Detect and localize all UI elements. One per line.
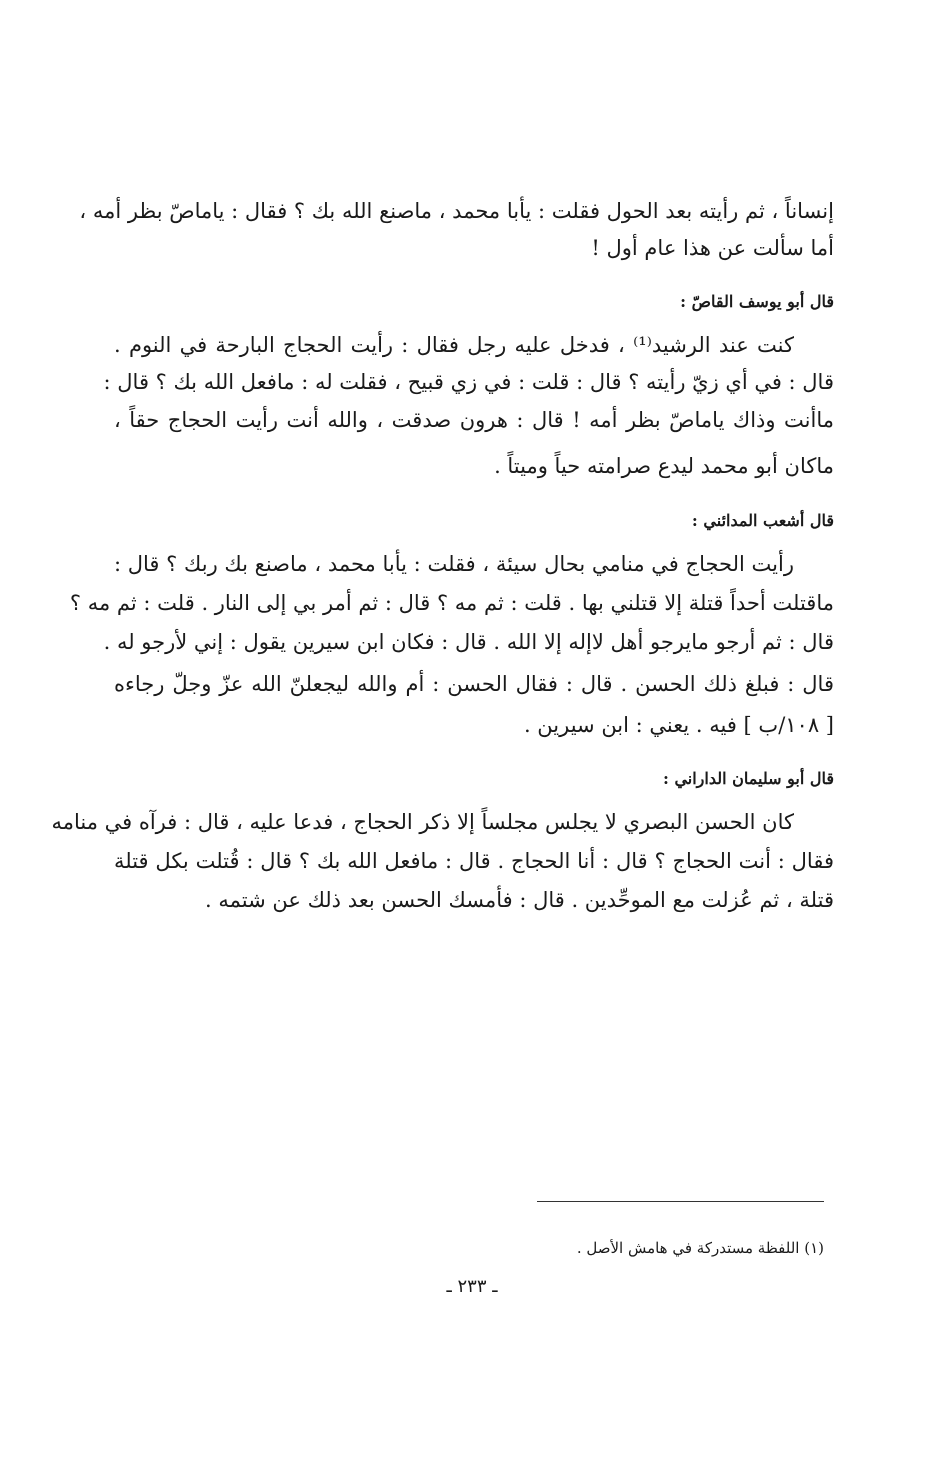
text-line: فقال : أنت الحجاج ؟ قال : أنا الحجاج . قال : مافعل الله بك ؟ قال : قُتلت بكل قتلة — [114, 849, 834, 873]
text-line: أما سألت عن هذا عام أول ! — [591, 236, 834, 260]
text-line: [ ١٠٨/ب ] فيه . يعني : ابن سيرين . — [523, 713, 834, 737]
text-line: رأيت الحجاج في منامي بحال سيئة ، فقلت : يأبا محمد ، ماصنع بك ربك ؟ قال : — [114, 552, 794, 576]
text-line: قتلة ، ثم عُزلت مع الموحِّدين . قال : فأمسك الحسن بعد ذلك عن شتمه . — [205, 888, 834, 912]
text-line: قال : ثم أرجو مايرجو أهل لاإله إلا الله . قال : فكان ابن سيرين يقول : إني لأرجو له . — [103, 630, 834, 654]
text-line: ماقتلت أحداً قتلة إلا قتلني بها . قلت : ثم مه ؟ قال : ثم أمر بي إلى النار . قلت : ثم مه ؟ — [69, 591, 834, 615]
page-number: ـ ٢٣٣ ـ — [446, 1276, 498, 1297]
footnote: (١) اللفظة مستدركة في هامش الأصل . — [576, 1239, 824, 1257]
text-line: ماكان أبو محمد ليدع صرامته حياً وميتاً . — [494, 454, 834, 478]
text-line: قال : في أي زيّ رأيته ؟ قال : قلت : في زي قبيح ، فقلت له : مافعل الله بك ؟ قال : — [103, 370, 834, 394]
section-heading: قال أبو يوسف القاصّ : — [680, 292, 834, 311]
section-heading: قال أبو سليمان الداراني : — [662, 769, 834, 788]
text-line: كنت عند الرشيد⁽¹⁾ ، فدخل عليه رجل فقال : رأيت الحجاج البارحة في النوم . — [114, 333, 794, 357]
section-heading: قال أشعب المدائني : — [691, 511, 834, 530]
footnote-divider — [537, 1201, 824, 1202]
text-line: كان الحسن البصري لا يجلس مجلساً إلا ذكر الحجاج ، فدعا عليه ، قال : فرآه في منامه — [51, 810, 794, 834]
text-line: قال : فبلغ ذلك الحسن . قال : فقال الحسن : أم والله ليجعلنّ الله عزّ وجلّ رجاءه — [114, 672, 834, 696]
text-line: ماأنت وذاك ياماصّ بظر أمه ! قال : هرون صدقت ، والله أنت رأيت الحجاج حقاً ، — [114, 408, 834, 432]
text-line: إنساناً ، ثم رأيته بعد الحول فقلت : يأبا محمد ، ماصنع الله بك ؟ فقال : ياماصّ بظر أمه ، — [79, 199, 834, 223]
